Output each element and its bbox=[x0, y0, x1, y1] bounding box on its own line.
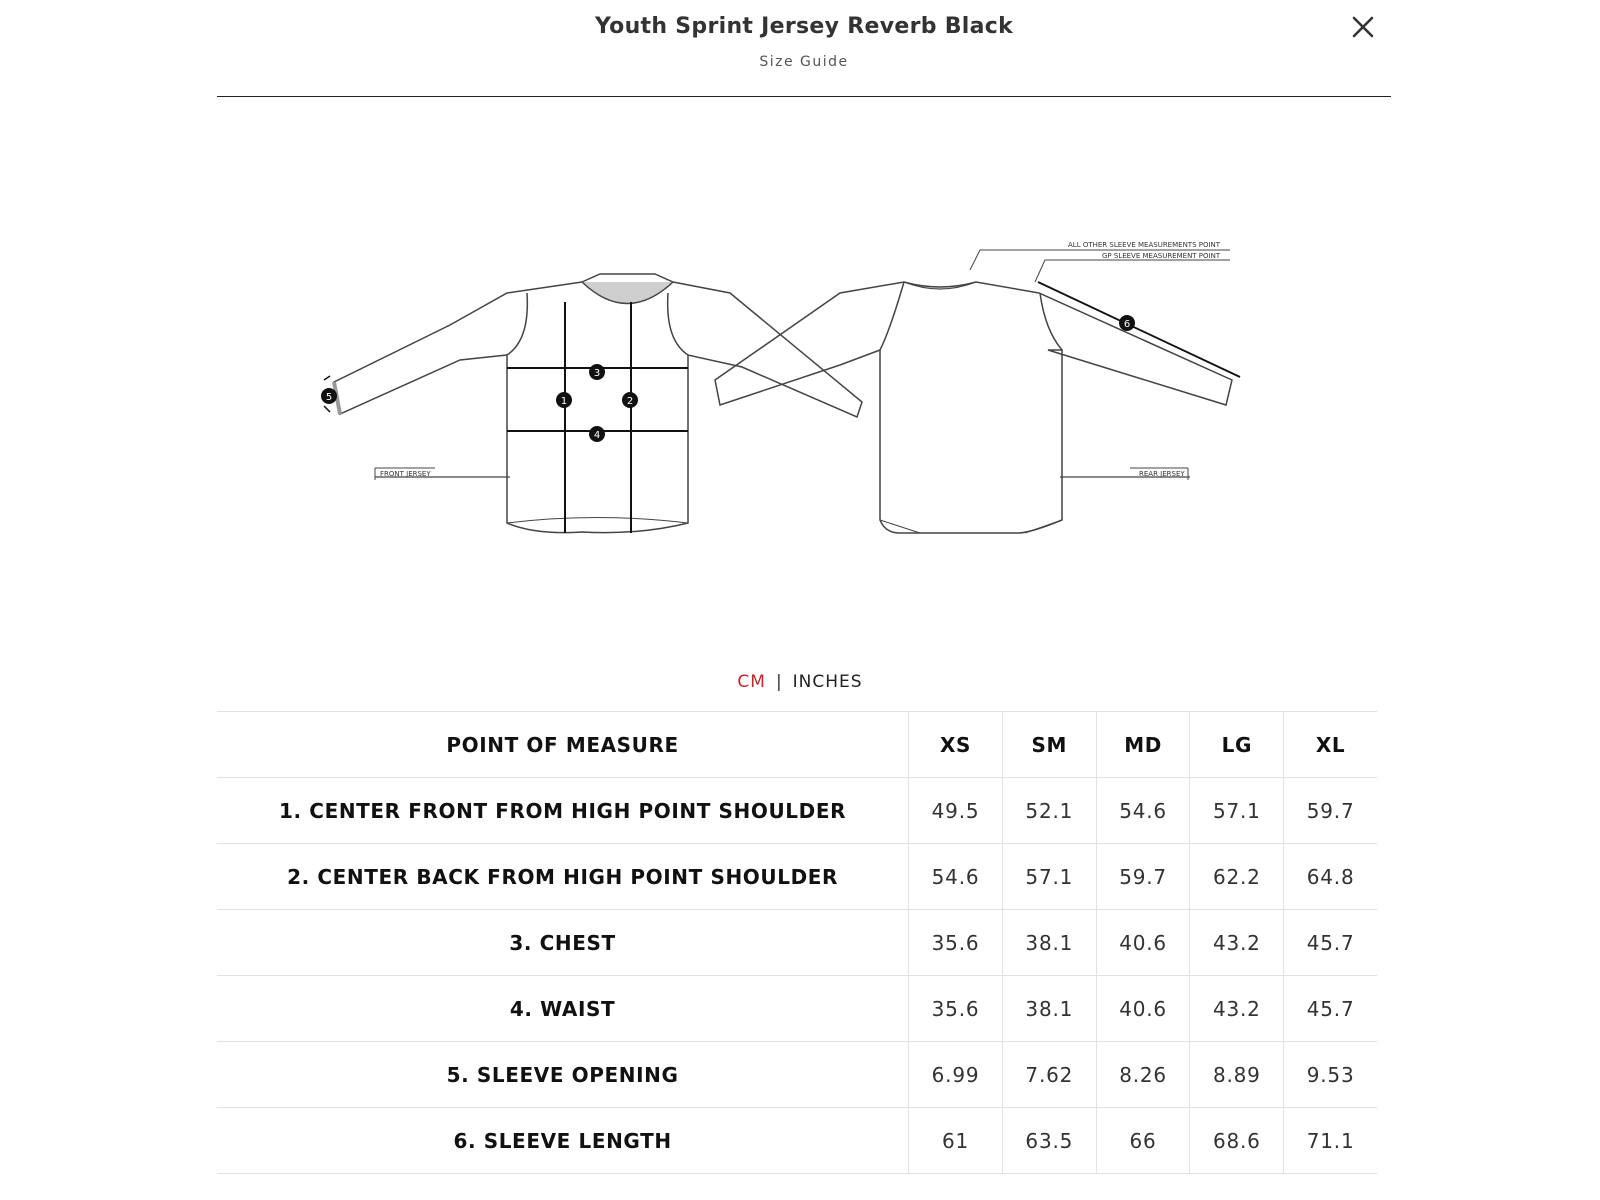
cell-value: 52.1 bbox=[1002, 778, 1096, 844]
table-header-row bbox=[217, 712, 1377, 778]
sleeve-callouts bbox=[970, 241, 1230, 282]
cell-value: 45.7 bbox=[1284, 910, 1377, 976]
header-point-of-measure: POINT OF MEASURE bbox=[217, 712, 909, 778]
cell-value: 6.99 bbox=[909, 1042, 1003, 1108]
rear-jersey-label bbox=[1130, 468, 1188, 480]
marker-6 bbox=[1119, 315, 1135, 331]
cell-value: 57.1 bbox=[1190, 778, 1284, 844]
table-row bbox=[217, 976, 1377, 1042]
header-size-xl: XL bbox=[1284, 712, 1377, 778]
cell-value: 38.1 bbox=[1002, 910, 1096, 976]
svg-text:4: 4 bbox=[593, 430, 601, 441]
table-row bbox=[217, 1042, 1377, 1108]
cell-value: 64.8 bbox=[1284, 844, 1377, 910]
front-jersey-drawing bbox=[324, 274, 862, 533]
front-jersey-text: FRONT JERSEY bbox=[380, 470, 431, 478]
marker-4 bbox=[589, 426, 605, 442]
row-label: 5. SLEEVE OPENING bbox=[217, 1042, 909, 1108]
rear-jersey-drawing bbox=[715, 282, 1240, 533]
cell-value: 71.1 bbox=[1284, 1108, 1377, 1174]
table-row bbox=[217, 1108, 1377, 1174]
row-label: 3. CHEST bbox=[217, 910, 909, 976]
cell-value: 62.2 bbox=[1190, 844, 1284, 910]
cell-value: 57.1 bbox=[1002, 844, 1096, 910]
modal-subtitle: Size Guide bbox=[759, 54, 849, 70]
modal-header bbox=[217, 0, 1391, 97]
svg-text:6: 6 bbox=[1123, 319, 1131, 330]
cell-value: 8.26 bbox=[1096, 1042, 1190, 1108]
cell-value: 59.7 bbox=[1284, 778, 1377, 844]
cell-value: 35.6 bbox=[909, 976, 1003, 1042]
marker-1 bbox=[556, 392, 572, 408]
marker-3 bbox=[589, 364, 605, 380]
row-label: 1. CENTER FRONT FROM HIGH POINT SHOULDER bbox=[217, 778, 909, 844]
header-size-lg: LG bbox=[1190, 712, 1284, 778]
table-row bbox=[217, 844, 1377, 910]
row-label: 6. SLEEVE LENGTH bbox=[217, 1108, 909, 1174]
cell-value: 68.6 bbox=[1190, 1108, 1284, 1174]
cell-value: 7.62 bbox=[1002, 1042, 1096, 1108]
callout-other-text: ALL OTHER SLEEVE MEASUREMENTS POINT bbox=[1068, 241, 1221, 249]
header-size-sm: SM bbox=[1002, 712, 1096, 778]
cell-value: 59.7 bbox=[1096, 844, 1190, 910]
cell-value: 43.2 bbox=[1190, 910, 1284, 976]
cell-value: 9.53 bbox=[1284, 1042, 1377, 1108]
cell-value: 66 bbox=[1096, 1108, 1190, 1174]
cell-value: 63.5 bbox=[1002, 1108, 1096, 1174]
close-icon[interactable] bbox=[1346, 10, 1380, 44]
jersey-diagram bbox=[300, 230, 1300, 580]
marker-2 bbox=[622, 392, 638, 408]
header-size-md: MD bbox=[1096, 712, 1190, 778]
front-jersey-label bbox=[375, 468, 435, 480]
unit-toggle bbox=[0, 672, 1600, 692]
svg-text:5: 5 bbox=[325, 392, 333, 403]
product-title: Youth Sprint Jersey Reverb Black bbox=[594, 14, 1014, 39]
cell-value: 40.6 bbox=[1096, 976, 1190, 1042]
row-label: 4. WAIST bbox=[217, 976, 909, 1042]
table-row bbox=[217, 910, 1377, 976]
cell-value: 54.6 bbox=[909, 844, 1003, 910]
svg-text:3: 3 bbox=[593, 368, 601, 379]
cell-value: 35.6 bbox=[909, 910, 1003, 976]
cell-value: 49.5 bbox=[909, 778, 1003, 844]
row-label: 2. CENTER BACK FROM HIGH POINT SHOULDER bbox=[217, 844, 909, 910]
unit-inches-button[interactable]: INCHES bbox=[792, 672, 863, 692]
rear-jersey-text: REAR JERSEY bbox=[1139, 470, 1185, 478]
cell-value: 43.2 bbox=[1190, 976, 1284, 1042]
callout-gp-text: GP SLEEVE MEASUREMENT POINT bbox=[1102, 252, 1221, 260]
cell-value: 40.6 bbox=[1096, 910, 1190, 976]
cell-value: 45.7 bbox=[1284, 976, 1377, 1042]
marker-5 bbox=[321, 388, 337, 404]
cell-value: 61 bbox=[909, 1108, 1003, 1174]
cell-value: 8.89 bbox=[1190, 1042, 1284, 1108]
svg-text:2: 2 bbox=[626, 396, 634, 407]
unit-cm-button[interactable]: CM bbox=[737, 672, 766, 692]
size-chart-table bbox=[217, 711, 1377, 1174]
table-row bbox=[217, 778, 1377, 844]
cell-value: 54.6 bbox=[1096, 778, 1190, 844]
header-size-xs: XS bbox=[909, 712, 1003, 778]
svg-text:1: 1 bbox=[560, 396, 568, 407]
cell-value: 38.1 bbox=[1002, 976, 1096, 1042]
unit-separator: | bbox=[775, 672, 783, 692]
